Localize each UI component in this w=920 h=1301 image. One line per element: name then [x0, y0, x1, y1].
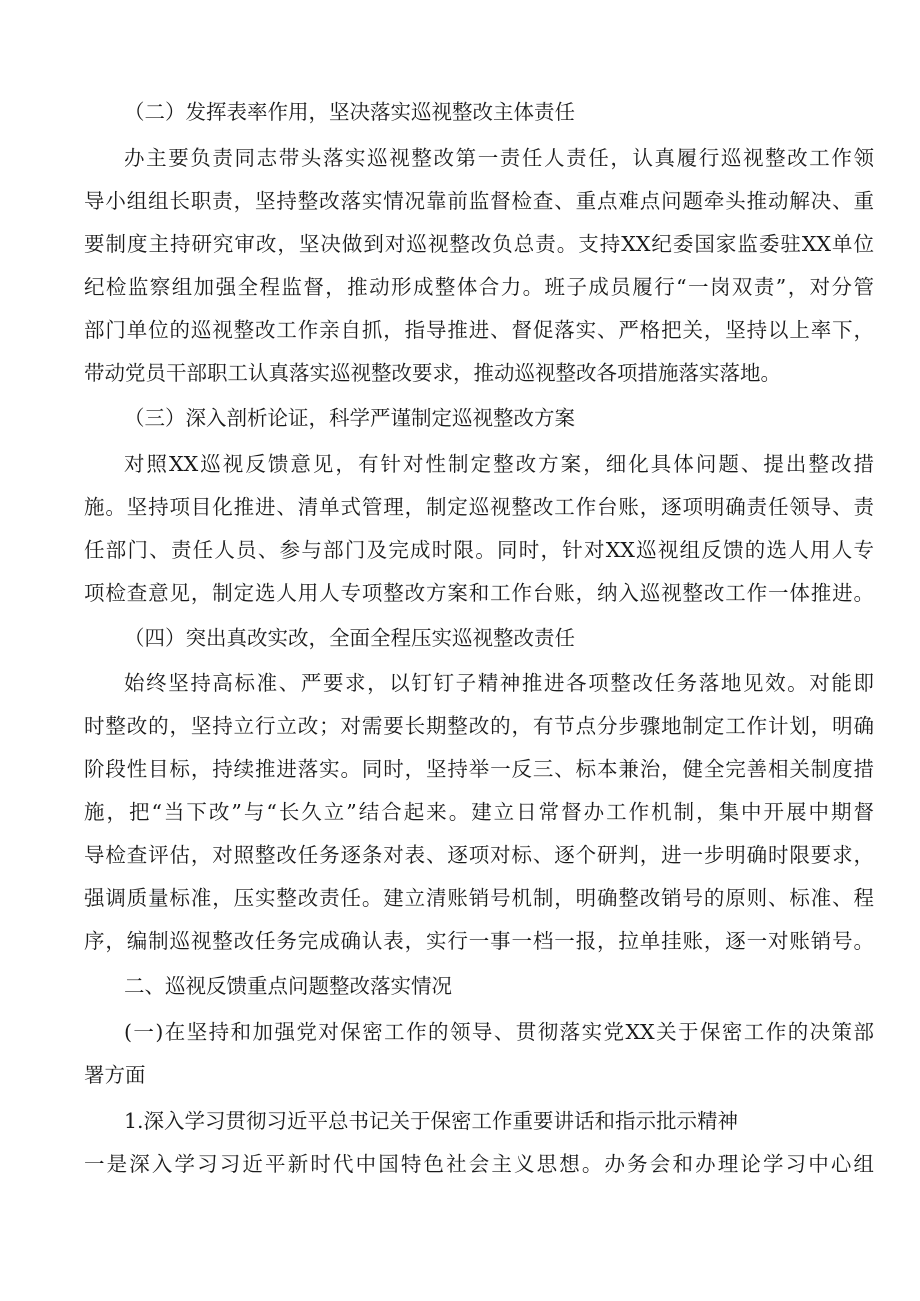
- subsection-heading: 署方面: [84, 1063, 146, 1087]
- paragraph-line: 要制度主持研究审改，坚决做到对巡视整改负总责。支持XX纪委国家监委驻XX单位: [84, 232, 874, 256]
- paragraph-line: 阶段性目标，持续推进落实。同时，坚持举一反三、标本兼治，健全完善相关制度措: [84, 757, 874, 781]
- paragraph-line: 强调质量标准，压实整改责任。建立清账销号机制，明确整改销号的原则、标准、程: [84, 886, 874, 910]
- paragraph-line: 部门单位的巡视整改工作亲自抓，指导推进、督促落实、严格把关，坚持以上率下，: [84, 318, 874, 342]
- paragraph-line: 施，把“当下改”与“长久立”结合起来。建立日常督办工作机制，集中开展中期督: [84, 800, 874, 824]
- paragraph-line: 始终坚持高标准、严要求，以钉钉子精神推进各项整改任务落地见效。对能即: [124, 671, 874, 695]
- section-heading: （四）突出真改实改，全面全程压实巡视整改责任: [124, 626, 575, 650]
- section-heading: 二、巡视反馈重点问题整改落实情况: [124, 974, 452, 998]
- paragraph-line: 带动党员干部职工认真落实巡视整改要求，推动巡视整改各项措施落实落地。: [84, 361, 781, 385]
- item-heading: 1.深入学习贯彻习近平总书记关于保密工作重要讲话和指示批示精神: [124, 1109, 739, 1133]
- paragraph-line: 序，编制巡视整改任务完成确认表，实行一事一档一报，拉单挂账，逐一对账销号。: [84, 929, 874, 953]
- paragraph-line: 对照XX巡视反馈意见，有针对性制定整改方案，细化具体问题、提出整改措: [124, 452, 874, 476]
- section-heading: （二）发挥表率作用，坚决落实巡视整改主体责任: [124, 100, 575, 124]
- paragraph-line: 纪检监察组加强全程监督，推动形成整体合力。班子成员履行“一岗双责”，对分管: [84, 275, 874, 299]
- section-heading: （三）深入剖析论证，科学严谨制定巡视整改方案: [124, 406, 575, 430]
- subsection-heading: (一)在坚持和加强党对保密工作的领导、贯彻落实党XX关于保密工作的决策部: [124, 1020, 874, 1044]
- paragraph-line: 导小组组长职责，坚持整改落实情况靠前监督检查、重点难点问题牵头推动解决、重: [84, 189, 874, 213]
- paragraph-line: 任部门、责任人员、参与部门及完成时限。同时，针对XX巡视组反馈的选人用人专: [84, 538, 874, 562]
- paragraph-line: 项检查意见，制定选人用人专项整改方案和工作台账，纳入巡视整改工作一体推进。: [84, 581, 874, 605]
- paragraph-line: 导检查评估，对照整改任务逐条对表、逐项对标、逐个研判，进一步明确时限要求，: [84, 843, 874, 867]
- paragraph-line: 办主要负责同志带头落实巡视整改第一责任人责任，认真履行巡视整改工作领: [124, 146, 874, 170]
- paragraph-line: 施。坚持项目化推进、清单式管理，制定巡视整改工作台账，逐项明确责任领导、责: [84, 495, 874, 519]
- paragraph-line: 时整改的，坚持立行立改；对需要长期整改的，有节点分步骤地制定工作计划，明确: [84, 714, 874, 738]
- paragraph-line: 一是深入学习习近平新时代中国特色社会主义思想。办务会和办理论学习中心组: [84, 1152, 874, 1176]
